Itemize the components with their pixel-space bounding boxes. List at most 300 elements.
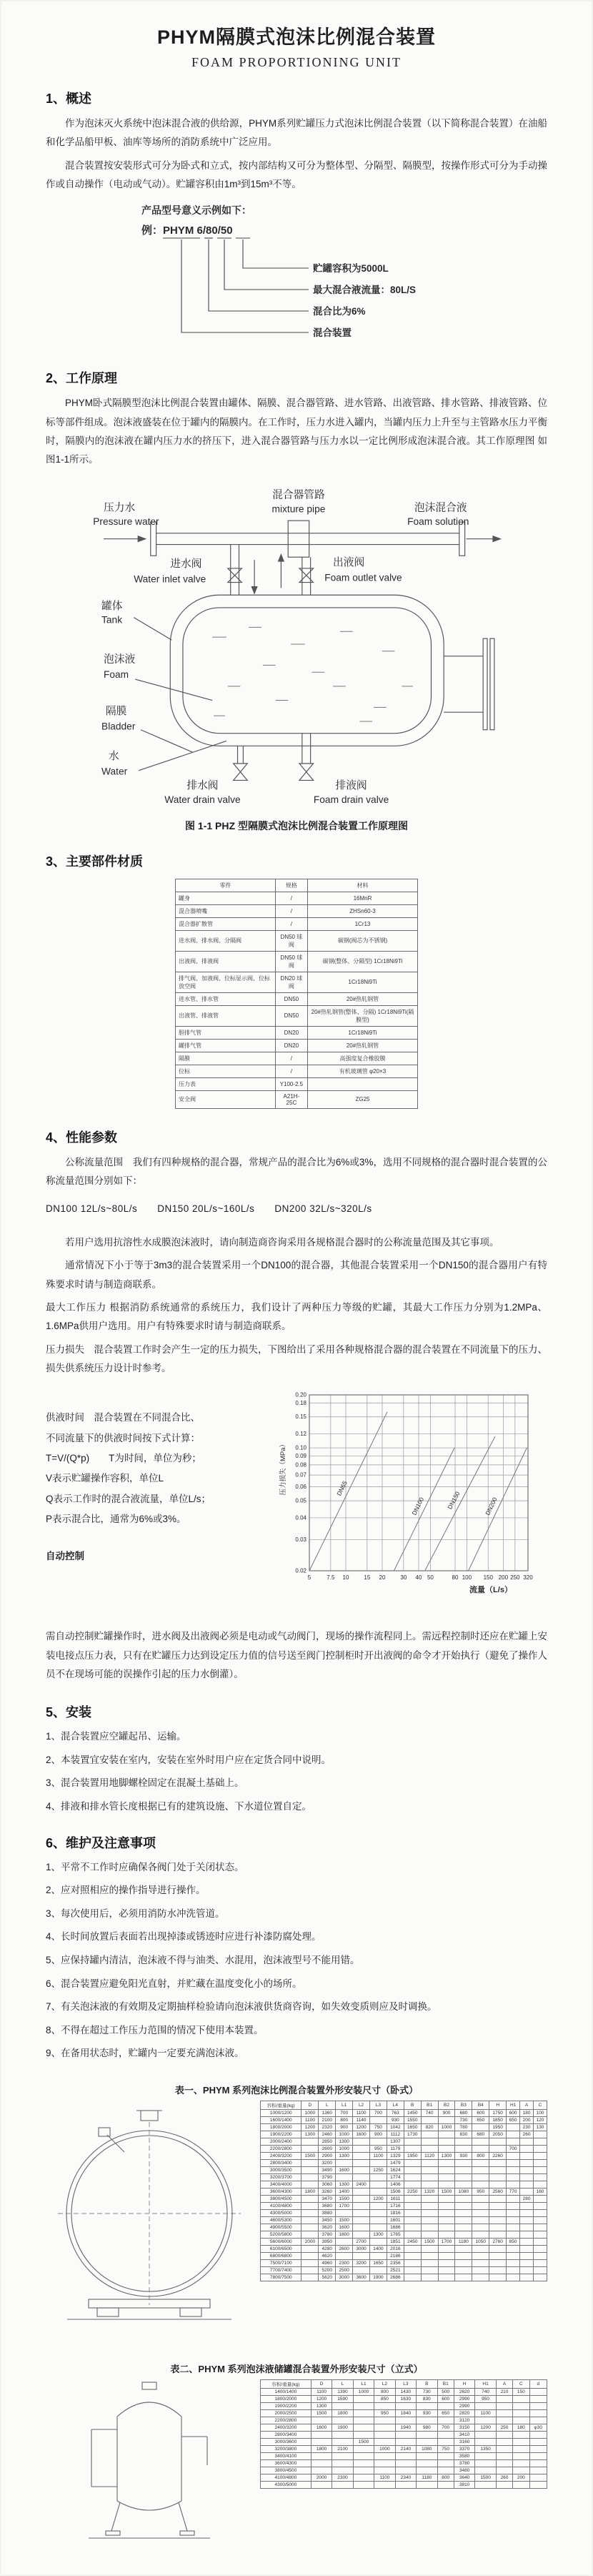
table-cell: 4960 <box>319 2259 336 2266</box>
table-row <box>261 2259 547 2266</box>
table-cell: 980 <box>417 2424 437 2431</box>
table-cell: 2400/3200 <box>261 2152 302 2159</box>
table-cell <box>534 2159 547 2166</box>
label-outlet-valve-cn: 出液阀 <box>333 556 365 568</box>
table-cell <box>421 2131 438 2138</box>
table-cell: 250 <box>496 2424 512 2431</box>
table-cell <box>472 2195 489 2202</box>
table-cell <box>370 2216 387 2224</box>
table-cell: 1000 <box>353 2388 374 2395</box>
table-cell <box>421 2231 438 2238</box>
top-nozzle <box>141 2111 158 2121</box>
table-row <box>261 2467 547 2474</box>
table-cell <box>353 2417 374 2424</box>
table-cell <box>513 2452 529 2459</box>
section6-heading: 6、维护及注意事项 <box>46 1835 156 1850</box>
table-cell: 3780 <box>319 2231 336 2238</box>
table-cell <box>489 2231 507 2238</box>
table-cell: 1450 <box>404 2109 421 2116</box>
table-cell <box>438 2259 455 2266</box>
horizontal-tank-drawing <box>46 2101 253 2336</box>
table-cell: 1300 <box>370 2231 387 2238</box>
label-bladder-en: Bladder <box>101 721 136 732</box>
maintenance-item: 9、在备用状态时，贮罐内一定要充满泡沫液。 <box>46 2048 244 2059</box>
table-row <box>176 1090 418 1108</box>
table-cell: 1100 <box>302 2116 319 2123</box>
table-row <box>261 2159 547 2166</box>
max-pressure-para: 最大工作压力 根据消防系统通常的系统压力，我们设计了两种压力等级的贮罐，其最大工作压力分别为1.2MPa、1.6MPa供用户选用。用户有特殊要求时请与制造商联系。 <box>46 1302 547 1332</box>
table-cell <box>302 2252 319 2259</box>
section1-para1: 作为泡沫灭火系统中泡沫混合液的供给源，PHYM系列贮罐压力式泡沫比例混合装置（以下简称混合装置）在油船和化学品船甲板、油库等场所的消防系统中广泛应用。 <box>46 118 547 148</box>
table-cell: 2400 <box>353 2181 370 2188</box>
table-cell <box>417 2452 437 2459</box>
table-cell: 3450 <box>319 2216 336 2224</box>
table-cell: 1600 <box>336 2166 353 2173</box>
table-cell <box>496 2395 512 2402</box>
table-cell: 1120 <box>421 2152 438 2159</box>
table-row <box>261 2202 547 2209</box>
table-cell <box>374 2402 395 2409</box>
table-cell <box>529 2438 547 2445</box>
table-cell: 900 <box>370 2131 387 2138</box>
table-cell: 1Cr18Ni9Ti <box>307 1026 417 1039</box>
table-cell: 600 <box>437 2395 454 2402</box>
table-cell <box>496 2409 512 2417</box>
table-cell <box>395 2438 416 2445</box>
table-cell <box>534 2173 547 2181</box>
supply-time-line: V表示贮罐操作容积，单位L <box>46 1473 164 1484</box>
table-cell <box>417 2467 437 2474</box>
table-cell: 1800 <box>332 2409 353 2417</box>
table-cell <box>437 2481 454 2488</box>
table-cell <box>507 2231 520 2238</box>
column-header: 材料 <box>307 879 417 892</box>
table-cell <box>437 2459 454 2467</box>
table-cell <box>455 2266 472 2274</box>
table-cell <box>395 2452 416 2459</box>
supply-time-line: Q表示工作时的混合液流量，单位L/s； <box>46 1493 211 1504</box>
table-cell <box>370 2181 387 2188</box>
table-cell: Y100-2.5 <box>275 1077 307 1090</box>
table-row <box>261 2231 547 2238</box>
table-cell: 4620 <box>319 2252 336 2259</box>
table-cell <box>472 2209 489 2216</box>
table-row <box>261 2188 547 2195</box>
table-cell: 1400/1400 <box>261 2388 312 2395</box>
table-cell <box>332 2467 353 2474</box>
table-cell: 高强度复合橡胶膜 <box>307 1052 417 1065</box>
table-cell <box>455 2181 472 2188</box>
table-cell <box>417 2402 437 2409</box>
table-cell: 3200/3700 <box>261 2173 302 2181</box>
table-cell: 20#热轧钢管 <box>307 1039 417 1052</box>
x-tick-label: 150 <box>483 1574 493 1581</box>
table-cell: 2100 <box>332 2445 353 2452</box>
y-tick-label: 0.18 <box>295 1400 307 1407</box>
table-cell: 3600/4300 <box>261 2188 302 2195</box>
table-cell <box>302 2173 319 2181</box>
table-cell: 1590 <box>332 2395 353 2402</box>
table-cell <box>302 2274 319 2281</box>
table-cell: 3640 <box>454 2474 474 2481</box>
x-tick-label: 10 <box>342 1574 349 1581</box>
installation-item: 1、混合装置应空罐起吊、运输。 <box>46 1731 186 1742</box>
table-cell <box>496 2438 512 2445</box>
table-cell: 1100 <box>374 2474 395 2481</box>
table-cell: 1400 <box>370 2245 387 2252</box>
table-cell <box>437 2431 454 2438</box>
supply-time-block <box>46 1383 276 1623</box>
table-cell: 1600 <box>311 2424 332 2431</box>
table-cell: 2900 <box>319 2152 336 2159</box>
table-cell <box>534 2209 547 2216</box>
table-row <box>261 2445 547 2452</box>
table-cell: 730 <box>455 2116 472 2123</box>
table-cell <box>455 2231 472 2238</box>
table-cell <box>311 2417 332 2424</box>
column-header: B2 <box>438 2101 455 2109</box>
table-cell <box>489 2252 507 2259</box>
table-cell <box>374 2481 395 2488</box>
maintenance-item: 4、长时间放置后表面若出现掉漆或锈迹时应进行补漆防腐处理。 <box>46 1931 322 1943</box>
table-cell <box>302 2245 319 2252</box>
table-cell <box>475 2481 496 2488</box>
table-cell: 安全阀 <box>176 1090 276 1108</box>
column-header: C <box>534 2101 547 2109</box>
table-cell: 130 <box>534 2123 547 2131</box>
table-cell <box>529 2474 547 2481</box>
maintenance-list <box>46 1860 547 2061</box>
table-cell <box>353 2173 370 2181</box>
table-cell <box>353 2209 370 2216</box>
vertical-tank-drawing-wrap <box>46 2379 260 2547</box>
table-row <box>176 1052 418 1065</box>
label-tank-en: Tank <box>101 614 123 626</box>
section2-para: PHYM卧式隔膜型泡沫比例混合装置由罐体、隔膜、混合器管路、进水管路、出液管路、排水管路、排液管路、位标等部件组成。泡沫液盛装在位于罐内的隔膜内。在工作时，压力水进入罐内，当罐内压力上升至与主管路水压力平衡时，隔膜内的泡沫液在罐内压力水的挤压下，进入混合器管路与压力水以一定比例形成泡沫混合液。其工作原理图 如图1-1所示。 <box>46 398 547 465</box>
table-cell <box>353 2216 370 2224</box>
maintenance-item: 1、平常不工作时应确保各阀门处于关闭状态。 <box>46 1861 244 1872</box>
table-cell <box>507 2274 520 2281</box>
table-cell: 6800/6800 <box>261 2252 302 2259</box>
table-cell <box>353 2402 374 2409</box>
table-cell <box>534 2145 547 2152</box>
table-cell: 1816 <box>387 2209 404 2216</box>
series-label: DN200 <box>484 1496 499 1517</box>
table-cell <box>496 2431 512 2438</box>
table-cell <box>438 2173 455 2181</box>
column-header: H1 <box>507 2101 520 2109</box>
table-cell <box>507 2131 520 2138</box>
label-tank-cn: 罐体 <box>101 600 123 612</box>
table-cell: 1000 <box>302 2109 319 2116</box>
table-row <box>261 2402 547 2409</box>
table-cell: 1300 <box>336 2138 353 2145</box>
table-cell <box>489 2173 507 2181</box>
table-cell <box>513 2438 529 2445</box>
maintenance-item: 8、不得在超过工作压力范围的情况下使用本装置。 <box>46 2024 264 2035</box>
table-row <box>176 930 418 951</box>
model-number-diagram <box>129 198 464 350</box>
table-row <box>176 1065 418 1077</box>
table-cell: 1100 <box>370 2152 387 2159</box>
column-header: L1 <box>353 2379 374 2388</box>
table-cell: 600 <box>507 2109 520 2116</box>
table-cell <box>520 2159 534 2166</box>
table-cell <box>311 2459 332 2467</box>
table2-block <box>46 2379 547 2547</box>
table-cell <box>489 2224 507 2231</box>
y-tick-label: 0.20 <box>295 1391 307 1398</box>
table-cell: 1300 <box>336 2152 353 2159</box>
table-cell <box>353 2467 374 2474</box>
vertical-tank-drawing <box>46 2379 253 2544</box>
model-callout-3: 混合装置 <box>313 327 352 339</box>
table-cell <box>437 2452 454 2459</box>
table-cell <box>421 2166 438 2173</box>
table-cell: 820 <box>421 2123 438 2131</box>
table-cell: 3680 <box>319 2202 336 2209</box>
table-cell <box>472 2202 489 2209</box>
table-cell <box>302 2195 319 2202</box>
section1-heading: 1、概述 <box>46 92 92 106</box>
table-cell <box>374 2417 395 2424</box>
table-cell <box>353 2431 374 2438</box>
table-cell <box>513 2431 529 2438</box>
table-cell: 1250 <box>370 2166 387 2173</box>
table-cell: 1765 <box>387 2231 404 2238</box>
y-tick-label: 0.03 <box>295 1536 307 1544</box>
section4-heading: 4、性能参数 <box>46 1130 118 1145</box>
table-cell: 3000/3500 <box>261 2166 302 2173</box>
table-cell: 1624 <box>387 2166 404 2173</box>
table-cell <box>520 2216 534 2224</box>
installation-item: 3、混合装置用地脚螺栓固定在混凝土基础上。 <box>46 1777 244 1789</box>
table-cell: 2460 <box>319 2131 336 2138</box>
table-cell: 7700/7400 <box>261 2266 302 2274</box>
table-cell <box>455 2173 472 2181</box>
table-cell <box>489 2166 507 2173</box>
table-cell <box>353 2231 370 2238</box>
table-cell: 20#热轧钢管(整体、分隔) 1Cr18Ni9Ti(隔膜型) <box>307 1005 417 1026</box>
table-cell <box>438 2145 455 2152</box>
table-cell: 3400/4000 <box>261 2181 302 2188</box>
table-row <box>261 2424 547 2431</box>
table-cell <box>529 2452 547 2459</box>
supply-time-lines <box>46 1408 276 1529</box>
table-cell <box>455 2195 472 2202</box>
table-cell: DN20 <box>275 1026 307 1039</box>
table-cell: 1180 <box>417 2474 437 2481</box>
series-line-DN100 <box>394 1448 454 1571</box>
x-tick-label: 40 <box>415 1574 422 1581</box>
table-cell <box>455 2202 472 2209</box>
table-cell: 2990 <box>454 2395 474 2402</box>
table-cell: 180 <box>520 2109 534 2116</box>
table-cell: DN50 <box>275 1005 307 1026</box>
table-cell: 7500/7100 <box>261 2259 302 2266</box>
page-subtitle: FOAM PROPORTIONING UNIT <box>191 55 402 69</box>
table-cell <box>513 2445 529 2452</box>
table-cell <box>529 2417 547 2424</box>
table-cell <box>534 2181 547 2188</box>
table-cell <box>507 2209 520 2216</box>
table-cell: 1700 <box>336 2202 353 2209</box>
table-cell: 3480 <box>454 2467 474 2474</box>
table-cell <box>353 2152 370 2159</box>
table-cell: 830 <box>417 2395 437 2402</box>
table-row <box>176 951 418 972</box>
table-cell: 1500 <box>311 2409 332 2417</box>
table-cell <box>472 2145 489 2152</box>
table-cell: 260 <box>496 2474 512 2481</box>
x-tick-label: 30 <box>400 1574 407 1581</box>
table-cell <box>455 2252 472 2259</box>
table-cell: 出液阀、排液阀 <box>176 951 276 972</box>
table-cell: 2300 <box>332 2474 353 2481</box>
table-cell <box>507 2166 520 2173</box>
table-cell: / <box>275 1052 307 1065</box>
table-cell <box>353 2266 370 2274</box>
auto-control-body: 需自动控制贮罐操作时，进水阀及出液阀必须是电动或气动阀门，现场的操作流程同上。需远程控制时还应在贮罐上安装电接点压力表，只有在贮罐压力达到设定压力值的信号送至阀门控制柜时开出液阀的命令才开始执行（避免了操作人员不在现场可能的误操作引起的压力水倒灌）。 <box>46 1631 547 1679</box>
table-cell <box>455 2274 472 2281</box>
table-cell: 1000 <box>438 2123 455 2131</box>
table-cell: 2450 <box>404 2238 421 2245</box>
table-cell <box>438 2159 455 2166</box>
table-cell <box>520 2188 534 2195</box>
table-cell <box>455 2166 472 2173</box>
table-row <box>261 2245 547 2252</box>
table-cell <box>353 2195 370 2202</box>
column-header: 零件 <box>176 879 276 892</box>
table-cell <box>353 2459 374 2467</box>
table-cell <box>534 2138 547 2145</box>
table-cell <box>336 2159 353 2166</box>
table-cell: 1850 <box>489 2116 507 2123</box>
table-cell: DN20 <box>275 1039 307 1052</box>
table-cell <box>513 2409 529 2417</box>
table-cell <box>370 2209 387 2216</box>
table-cell: / <box>275 1065 307 1077</box>
table-cell: 1500 <box>475 2474 496 2481</box>
table-cell <box>421 2216 438 2224</box>
table-cell <box>404 2259 421 2266</box>
column-header: 容积/重量(kg) <box>261 2101 302 2109</box>
table-cell: 3600 <box>353 2274 370 2281</box>
table-cell <box>395 2481 416 2488</box>
table-cell <box>475 2431 496 2438</box>
table-cell: 1329 <box>387 2152 404 2159</box>
table-cell <box>529 2388 547 2395</box>
table-cell <box>404 2245 421 2252</box>
table-cell: 3000 <box>336 2274 353 2281</box>
table-row <box>261 2395 547 2402</box>
table-cell: 1200 <box>302 2123 319 2131</box>
table-row <box>176 1039 418 1052</box>
table-cell: 1390 <box>332 2388 353 2395</box>
table-cell: 隔膜 <box>176 1052 276 1065</box>
table-cell <box>404 2138 421 2145</box>
table2-title: 表二、PHYM 系列泡沫液储罐混合装置外形安装尺寸（立式） <box>170 2363 423 2374</box>
table-cell: 4300/5000 <box>261 2209 302 2216</box>
y-tick-label: 0.10 <box>295 1444 307 1451</box>
table-cell <box>529 2402 547 2409</box>
table-cell <box>489 2245 507 2252</box>
table-cell <box>438 2274 455 2281</box>
table-cell: 4100/4800 <box>261 2474 312 2481</box>
table-cell: 1900/2200 <box>261 2131 302 2138</box>
table-cell: 800 <box>472 2152 489 2159</box>
table-cell <box>438 2266 455 2274</box>
table-cell: 3120 <box>454 2417 474 2424</box>
table-cell <box>455 2209 472 2216</box>
table-cell: 1300 <box>438 2152 455 2159</box>
table-cell <box>374 2438 395 2445</box>
table-cell: 3200/3800 <box>261 2445 312 2452</box>
table-cell: / <box>275 904 307 917</box>
table-cell: 1400 <box>336 2188 353 2195</box>
horizontal-tank-drawing-wrap <box>46 2101 260 2340</box>
table-cell: 1950 <box>489 2123 507 2131</box>
table-cell <box>404 2173 421 2181</box>
table-cell <box>395 2402 416 2409</box>
table-cell <box>513 2459 529 2467</box>
table-cell <box>437 2402 454 2409</box>
table-cell: 2100 <box>319 2116 336 2123</box>
table-cell <box>374 2431 395 2438</box>
table-cell <box>496 2459 512 2467</box>
table-cell <box>520 2145 534 2152</box>
supply-time-line: T=V/(Q*p) T为时间，单位为秒； <box>46 1453 201 1464</box>
table-cell <box>421 2266 438 2274</box>
table-row <box>261 2252 547 2259</box>
table-cell <box>507 2252 520 2259</box>
table-cell <box>520 2245 534 2252</box>
table-cell: 2560 <box>489 2188 507 2195</box>
table-cell <box>520 2209 534 2216</box>
table-cell <box>353 2224 370 2231</box>
page-title: PHYM隔膜式泡沫比例混合装置 <box>156 26 436 48</box>
table-cell <box>438 2138 455 2145</box>
table-cell <box>421 2159 438 2166</box>
table-row <box>261 2224 547 2231</box>
table-cell <box>370 2159 387 2166</box>
table-cell: 1716 <box>387 2202 404 2209</box>
table-cell: 160 <box>534 2188 547 2195</box>
table-cell: 120 <box>534 2116 547 2123</box>
table-cell: 1000/1200 <box>261 2109 302 2116</box>
installation-item: 4、排液和排水管长度根据已有的建筑设施、下水道位置自定。 <box>46 1801 312 1812</box>
table-cell: 650 <box>507 2116 520 2123</box>
table-cell: 位标 <box>176 1065 276 1077</box>
table-cell <box>311 2431 332 2438</box>
section3-heading: 3、主要部件材质 <box>46 854 144 869</box>
top-nozzle <box>142 2382 156 2389</box>
vertical-dimension-table <box>260 2379 547 2489</box>
column-header: B3 <box>455 2101 472 2109</box>
table-cell: 1100 <box>475 2409 496 2417</box>
table-cell <box>534 2231 547 2238</box>
table-cell <box>513 2402 529 2409</box>
table-cell <box>489 2266 507 2274</box>
table-cell <box>332 2431 353 2438</box>
table-cell: 1506 <box>387 2188 404 2195</box>
table-cell <box>455 2259 472 2266</box>
table-row <box>261 2459 547 2467</box>
table-cell: 260 <box>520 2131 534 2138</box>
table-cell: 680 <box>455 2109 472 2116</box>
label-foam-drain-en: Foam drain valve <box>313 794 389 805</box>
table-cell <box>520 2181 534 2188</box>
